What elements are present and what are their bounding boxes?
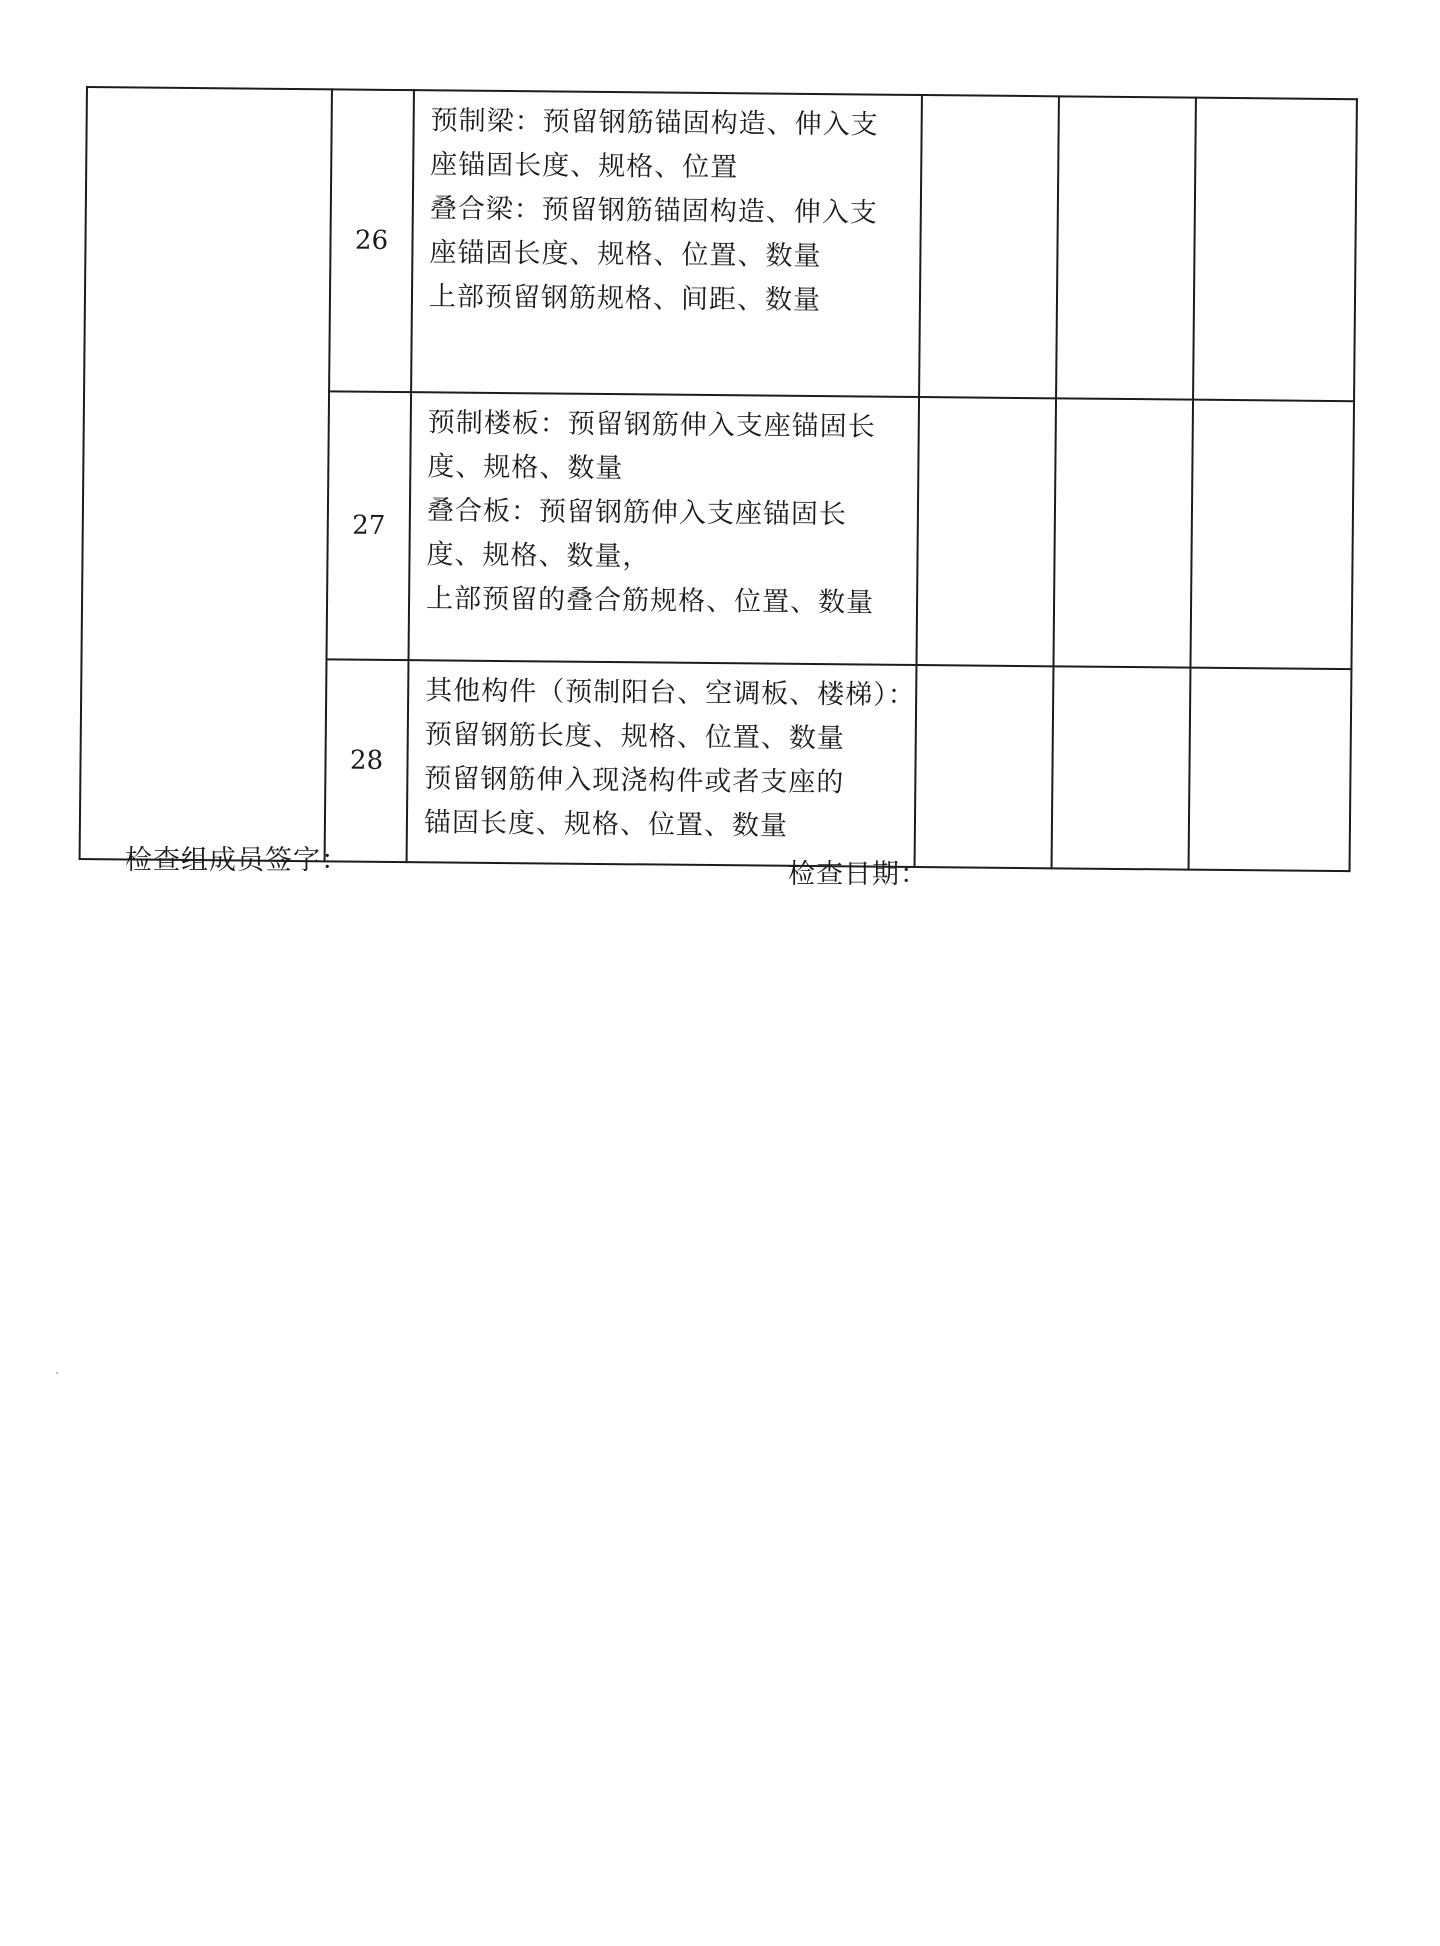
blank-cell: [1189, 668, 1352, 872]
content-line: 预留钢筋伸入现浇构件或者支座的: [424, 763, 845, 799]
blank-cell: [1193, 98, 1357, 402]
blank-cell: [1190, 400, 1354, 670]
item-number: 28: [325, 659, 409, 862]
content-line: 叠合梁：预留钢筋锚固构造、伸入支: [429, 193, 878, 229]
item-number: 27: [327, 391, 412, 660]
blank-cell: [1056, 96, 1196, 399]
signature-label: 检查组成员签字：: [125, 845, 349, 876]
content-line: 预留钢筋长度、规格、位置、数量: [424, 719, 845, 755]
content-line: 其他构件（预制阳台、空调板、楼梯）：: [425, 675, 916, 711]
item-number: 26: [329, 89, 414, 392]
content-line: 预制楼板：预留钢筋伸入支座锚固长: [427, 407, 876, 443]
scan-speck: [56, 1372, 58, 1374]
table-row: [84, 87, 1357, 401]
content-line: 叠合板：预留钢筋伸入支座锚固长: [426, 495, 848, 531]
blank-cell: [919, 95, 1059, 398]
content-line: 座锚固长度、规格、位置: [430, 149, 739, 184]
item-content: [407, 660, 917, 867]
blank-cell: [1052, 666, 1191, 869]
item-content: [409, 392, 920, 665]
blank-cell: [916, 397, 1056, 666]
inspection-checklist-table: [79, 86, 1358, 872]
content-line: 预制梁：预留钢筋锚固构造、伸入支: [430, 105, 879, 141]
blank-cell: [1053, 398, 1193, 667]
content-line: 上部预留钢筋规格、间距、数量: [428, 281, 822, 317]
content-line: 上部预留的叠合筋规格、位置、数量: [425, 583, 875, 619]
item-content: [411, 90, 922, 397]
content-line: 度、规格、数量，: [426, 539, 651, 573]
content-line: 度、规格、数量: [427, 451, 624, 485]
content-line: 座锚固长度、规格、位置、数量: [429, 237, 822, 273]
content-line: 锚固长度、规格、位置、数量: [423, 807, 789, 842]
blank-cell: [915, 665, 1054, 868]
category-cell: [80, 87, 332, 861]
inspection-date-label: 检查日期：: [788, 859, 928, 890]
